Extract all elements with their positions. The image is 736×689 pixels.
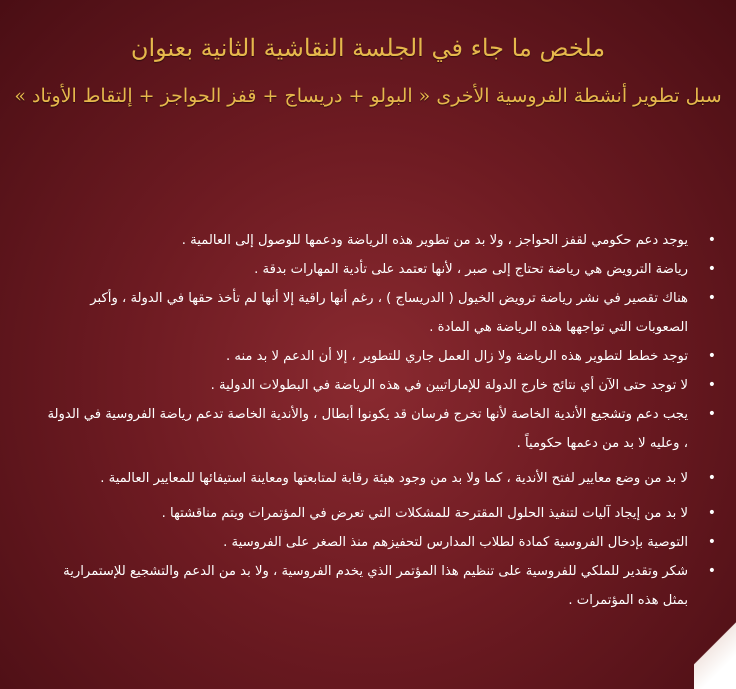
bullet-item: • يجب دعم وتشجيع الأندية الخاصة لأنها تخرج فرسان قد يكونوا أبطال ، والأندية الخاصة تدعم رياضة الفروسية في الدولة ، وعليه لا بد من دعمها حكومياً .	[40, 400, 688, 458]
bullet-item: • هناك تقصير في نشر رياضة ترويض الخيول ( الدريساج ) ، رغم أنها راقية إلا أنها لم تأخذ حقها في الدولة ، وأكبر الصعوبات التي تواجهها هذه الرياضة هي المادة .	[40, 284, 688, 342]
bullet-item: • يوجد دعم حكومي لقفز الحواجز ، ولا بد من تطوير هذه الرياضة ودعمها للوصول إلى العالمية .	[40, 226, 688, 255]
bullet-item: • لا بد من وضع معايير لفتح الأندية ، كما ولا بد من وجود هيئة رقابة لمتابعتها ومعاينة استيفائها للمعايير العالمية .	[40, 464, 688, 493]
page-curl-decoration	[694, 619, 736, 689]
slide-subtitle: سبل تطوير أنشطة الفروسية الأخرى « البولو + دريساج + قفز الحواجز + إلتقاط الأوتاد »	[14, 85, 722, 107]
bullet-item: • لا بد من إيجاد آليات لتنفيذ الحلول المقترحة للمشكلات التي تعرض في المؤتمرات ويتم مناقشتها .	[40, 499, 688, 528]
slide-title: ملخص ما جاء في الجلسة النقاشية الثانية بعنوان	[130, 34, 606, 62]
summary-bullet-list	[40, 226, 718, 615]
bullet-item: • شكر وتقدير للملكي للفروسية على تنظيم هذا المؤتمر الذي يخدم الفروسية ، ولا بد من الدعم والتشجيع للإستمرارية بمثل هذه المؤتمرات .	[40, 557, 688, 615]
bullet-item: • توجد خطط لتطوير هذه الرياضة ولا زال العمل جاري للتطوير ، إلا أن الدعم لا بد منه .	[40, 342, 688, 371]
bullet-item: • لا توجد حتى الآن أي نتائج خارج الدولة للإماراتيين في هذه الرياضة في البطولات الدولية .	[40, 371, 688, 400]
bullet-item: • رياضة الترويض هي رياضة تحتاج إلى صبر ، لأنها تعتمد على تأدية المهارات بدقة .	[40, 255, 688, 284]
bullet-item: • التوصية بإدخال الفروسية كمادة لطلاب المدارس لتحفيزهم منذ الصغر على الفروسية .	[40, 528, 688, 557]
